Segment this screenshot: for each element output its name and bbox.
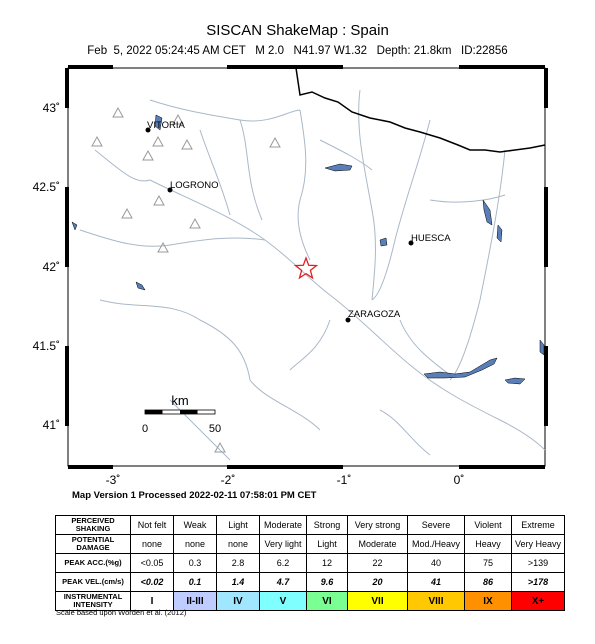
legend-cell: Severe [408, 516, 465, 535]
legend-cell: 2.8 [217, 554, 260, 573]
legend-cell: Moderate [348, 535, 408, 554]
legend-cell: 12 [307, 554, 348, 573]
legend-row-damage [56, 535, 565, 554]
legend-header: PERCEIVED SHAKING [56, 516, 131, 535]
legend-cell: 20 [348, 573, 408, 592]
legend-cell: Light [307, 535, 348, 554]
map-title: SISCAN ShakeMap : Spain [206, 22, 389, 39]
legend-cell: 1.4 [217, 573, 260, 592]
scale-start: 0 [141, 423, 149, 435]
legend-cell: 0.1 [174, 573, 217, 592]
legend-cell: Heavy [465, 535, 512, 554]
intensity-cell: X+ [512, 592, 565, 611]
city-label-zaragoza: ZARAGOZA [348, 309, 401, 320]
city-label-logrono: LOGRONO [170, 180, 219, 191]
legend-cell: Very strong [348, 516, 408, 535]
intensity-legend [55, 515, 565, 611]
legend-row-acc [56, 554, 565, 573]
intensity-cell: IX [465, 592, 512, 611]
legend-cell: 0.3 [174, 554, 217, 573]
legend-cell: none [131, 535, 174, 554]
legend-cell: >178 [512, 573, 565, 592]
lat-label-41: 41˚ [42, 418, 60, 432]
legend-cell: Weak [174, 516, 217, 535]
legend-cell: Mod./Heavy [408, 535, 465, 554]
lat-labels [33, 101, 60, 432]
legend-header: POTENTIAL DAMAGE [56, 535, 131, 554]
legend-cell: none [217, 535, 260, 554]
scale-credit: Scale based upon Worden et al. (2012) [56, 608, 187, 617]
lon-labels [106, 473, 465, 487]
lon-label-m1: -1˚ [336, 473, 352, 487]
legend-cell: 4.7 [260, 573, 307, 592]
scale-end: 50 [208, 423, 222, 435]
city-label-huesca: HUESCA [411, 233, 451, 244]
intensity-cell: VI [307, 592, 348, 611]
legend-cell: Very light [260, 535, 307, 554]
legend-cell: Violent [465, 516, 512, 535]
legend-cell: 22 [348, 554, 408, 573]
intensity-cell: II-III [174, 592, 217, 611]
legend-cell: >139 [512, 554, 565, 573]
intensity-cell: V [260, 592, 307, 611]
legend-cell: Strong [307, 516, 348, 535]
version-text: Map Version 1 Processed 2022-02-11 07:58:01 PM CET [72, 490, 317, 501]
lat-label-43: 43˚ [42, 101, 60, 115]
legend-cell: 6.2 [260, 554, 307, 573]
legend-row-vel [56, 573, 565, 592]
intensity-cell: I [131, 592, 174, 611]
legend-row-perceived [56, 516, 565, 535]
legend-cell: Moderate [260, 516, 307, 535]
intensity-cell: VII [348, 592, 408, 611]
lat-label-42: 42˚ [42, 260, 60, 274]
legend-cell: 40 [408, 554, 465, 573]
legend-cell: Very Heavy [512, 535, 565, 554]
legend-header: INSTRUMENTAL INTENSITY [56, 592, 131, 611]
legend-cell: 41 [408, 573, 465, 592]
lon-label-0: 0˚ [453, 473, 465, 487]
intensity-cell: IV [217, 592, 260, 611]
lat-label-41-5: 41.5˚ [32, 339, 60, 353]
lon-label-m2: -2˚ [220, 473, 236, 487]
legend-cell: Extreme [512, 516, 565, 535]
legend-cell: Not felt [131, 516, 174, 535]
legend-cell: 9.6 [307, 573, 348, 592]
legend-cell: <0.02 [131, 573, 174, 592]
scale-unit: km [171, 393, 189, 408]
lat-label-42-5: 42.5˚ [32, 180, 60, 194]
legend-cell: none [174, 535, 217, 554]
event-info: Feb 5, 2022 05:24:45 AM CET M 2.0 N41.97 W1.32 Depth: 21.8km ID:22856 [87, 45, 508, 57]
legend-cell: 75 [465, 554, 512, 573]
city-label-vitoria: VITORIA [147, 120, 185, 131]
intensity-cell: VIII [408, 592, 465, 611]
legend-header: PEAK VEL.(cm/s) [56, 573, 131, 592]
legend-header: PEAK ACC.(%g) [56, 554, 131, 573]
legend-cell: <0.05 [131, 554, 174, 573]
legend-cell: 86 [465, 573, 512, 592]
lon-label-m3: -3˚ [105, 473, 121, 487]
legend-cell: Light [217, 516, 260, 535]
